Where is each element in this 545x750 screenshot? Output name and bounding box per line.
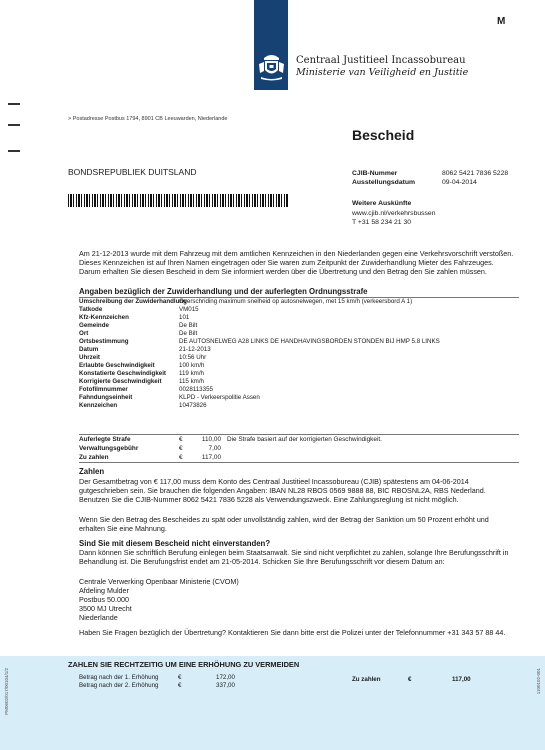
fee-currency: € [179, 454, 183, 461]
detail-value: VM015 [179, 306, 199, 313]
detail-value: DE AUTOSNELWEG A28 LINKS DE HANDHAVINGSBORDEN STONDEN BIJ HMP 5.8 LINKS [179, 338, 440, 345]
detail-value: 0028113355 [179, 386, 213, 393]
postal-address: > Postadresse Postbus 1794, 8901 CB Leeuwarden, Niederlande [68, 116, 228, 122]
detail-row [79, 378, 519, 386]
payment-slip-title: ZAHLEN SIE RECHTZEITIG UM EINE ERHÖHUNG ZU VERMEIDEN [68, 660, 300, 669]
detail-value: 21-12-2013 [179, 346, 211, 353]
detail-row [79, 402, 519, 410]
detail-row [79, 346, 519, 354]
detail-label: Konstatierte Geschwindigkeit [79, 370, 166, 377]
fee-label: Zu zahlen [79, 454, 109, 461]
appeal-paragraph: Dann können Sie schriftlich Berufung einlegen beim Staatsanwalt. Sie sind nicht verpflichtet zu zahlen, solange Ihre Berufungsschrift in Behandlung ist. Die Berufungsfrist endet am 21-05-2014. Schicken Sie Ihre Berufungsschrift vor diesem Datum an: [79, 548, 509, 566]
detail-value: 100 km/h [179, 362, 205, 369]
detail-value: De Bilt [179, 330, 198, 337]
payment-slip [0, 656, 545, 750]
increase-1-label: Betrag nach der 1. Erhöhung [79, 674, 159, 681]
cjib-number-label: CJIB-Nummer [352, 170, 398, 177]
fee-amount: 117,00 [201, 454, 221, 461]
appeal-heading: Sind Sie mit diesem Bescheid nicht einverstanden? [79, 539, 271, 548]
fees-table [79, 434, 519, 462]
cjib-number-value: 8062 5421 7836 5228 [442, 170, 509, 177]
divider [79, 462, 519, 463]
phone: T +31 58 234 21 30 [352, 219, 412, 226]
late-payment-paragraph: Wenn Sie den Betrag des Bescheides zu spät oder unvollständig zahlen, wird der Betrag der Sanktion um 50 Prozent erhöht und erhalten Sie eine Mahnung. [79, 515, 489, 533]
fee-currency: € [179, 445, 183, 452]
organization-name: Centraal Justitieel Incassobureau [296, 55, 466, 66]
corner-mark: M [497, 16, 506, 27]
fee-note [221, 444, 227, 453]
fee-amount: 110,00 [201, 436, 221, 443]
detail-label: Tatkode [79, 306, 103, 313]
fee-row [79, 444, 519, 453]
detail-row [79, 362, 519, 370]
side-code-right: 1100102-001 [536, 668, 541, 695]
increase-1-amount: 172,00 [216, 674, 235, 681]
fee-label: Auferlegte Strafe [79, 436, 131, 443]
website[interactable]: www.cjib.nl/verkehrsbussen [352, 210, 436, 217]
appeal-address [79, 577, 239, 622]
detail-value: 119 km/h [179, 370, 204, 377]
detail-value: 115 km/h [179, 378, 204, 385]
detail-row [79, 322, 519, 330]
increase-2-label: Betrag nach der 2. Erhöhung [79, 682, 159, 689]
address-line: Postbus 50.000 [79, 595, 129, 604]
fee-label: Verwaltungsgebühr [79, 445, 139, 452]
amount-due-currency: € [408, 676, 412, 683]
detail-label: Uhrzeit [79, 354, 100, 361]
margin-mark [8, 150, 20, 152]
detail-row [79, 394, 519, 402]
fee-currency: € [179, 436, 183, 443]
recipient: BONDSREPUBLIEK DUITSLAND [68, 167, 197, 177]
detail-label: Kennzeichen [79, 402, 118, 409]
address-line: 3500 MJ Utrecht [79, 604, 132, 613]
detail-row [79, 386, 519, 394]
amount-due: 117,00 [452, 676, 471, 683]
intro-paragraph: Am 21-12-2013 wurde mit dem Fahrzeug mit dem amtlichen Kennzeichen in den Niederlanden gegen eine Verkehrsvorschrift verstoßen. Dieses Kennzeichen ist auf Ihren Namen eingetragen oder Sie waren zum Zeitpunkt der Zuwiderhandlung Mieter des Fahrzeuges. Darum erhalten Sie diesen Bescheid in dem Sie informiert werden über die Übertretung und den Betrag den Sie zahlen müssen. [79, 249, 514, 276]
address-line: Niederlande [79, 613, 118, 622]
detail-label: Ortsbestimmung [79, 338, 129, 345]
more-info-label: Weitere Auskünfte [352, 200, 412, 207]
barcode [68, 194, 288, 207]
margin-mark [8, 124, 20, 126]
amount-due-label: Zu zahlen [352, 676, 381, 683]
detail-row [79, 298, 519, 306]
detail-value: Overschriding maximum snelheid op autosnelwegen, met 15 km/h (verkeersbord A 1) [179, 298, 413, 305]
detail-row [79, 338, 519, 346]
details-table [79, 297, 519, 410]
document-title: Bescheid [352, 127, 415, 143]
detail-label: Fotofilmnummer [79, 386, 128, 393]
detail-label: Umschreibung der Zuwiderhandlung [79, 298, 187, 305]
detail-label: Kfz-Kennzeichen [79, 314, 129, 321]
fee-row [79, 453, 519, 462]
detail-label: Korrigierte Geschwindigkeit [79, 378, 162, 385]
fee-amount: 7,00 [208, 445, 221, 452]
detail-row [79, 306, 519, 314]
issue-date-value: 09-04-2014 [442, 179, 477, 186]
ministry-name: Ministerie van Veiligheid en Justitie [296, 67, 469, 78]
detail-value: KLPD - Verkeerspolitie Assen [179, 394, 260, 401]
questions-paragraph: Haben Sie Fragen bezüglich der Übertretung? Kontaktieren Sie dann bitte erst die Polizei unter der Telefonnummer +31 343 57 88 44. [79, 628, 506, 637]
detail-row [79, 354, 519, 362]
address-line: Centrale Verwerking Openbaar Ministerie (CVOM) [79, 577, 239, 586]
address-line: Afdeling Mulder [79, 586, 129, 595]
fee-row [79, 435, 519, 444]
detail-value: 101 [179, 314, 190, 321]
fee-note [221, 453, 227, 462]
detail-value: De Bilt [179, 322, 198, 329]
side-code-left: PM0602/017/00104/1/2 [4, 668, 9, 715]
issue-date-label: Ausstellungsdatum [352, 179, 416, 186]
increase-2-currency: € [178, 682, 182, 689]
detail-label: Ort [79, 330, 89, 337]
payment-heading: Zahlen [79, 467, 105, 476]
increase-1-currency: € [178, 674, 182, 681]
coat-of-arms-icon [258, 52, 285, 82]
detail-label: Gemeinde [79, 322, 109, 329]
detail-label: Erlaubte Geschwindigkeit [79, 362, 155, 369]
detail-value: 10:56 Uhr [179, 354, 207, 361]
detail-row [79, 370, 519, 378]
detail-label: Fahndungseinheit [79, 394, 133, 401]
margin-mark [8, 103, 20, 105]
detail-label: Datum [79, 346, 99, 353]
fee-note: Die Strafe basiert auf der korrigierten Geschwindigkeit. [227, 436, 382, 443]
detail-value: 10473826 [179, 402, 207, 409]
payment-paragraph: Der Gesamtbetrag von € 117,00 muss dem Konto des Centraal Justitieel Incassobureau (CJIB) spätestens am 04-06-2014 gutgeschrieben sein. Sie brauchen die folgenden Angaben: IBAN NL28 RBOS 0569 9888 88, BIC RBOSNL2A, RBS Nederland. Benutzen Sie die CJIB-Nummer 8062 5421 7836 5228 als Verwendungszweck. Eine Zahlungsreglung ist nicht möglich. [79, 477, 486, 504]
detail-row [79, 330, 519, 338]
details-heading: Angaben bezüglich der Zuwiderhandlung und der auferlegten Ordnungsstrafe [79, 287, 368, 296]
increase-2-amount: 337,00 [216, 682, 235, 689]
detail-row [79, 314, 519, 322]
